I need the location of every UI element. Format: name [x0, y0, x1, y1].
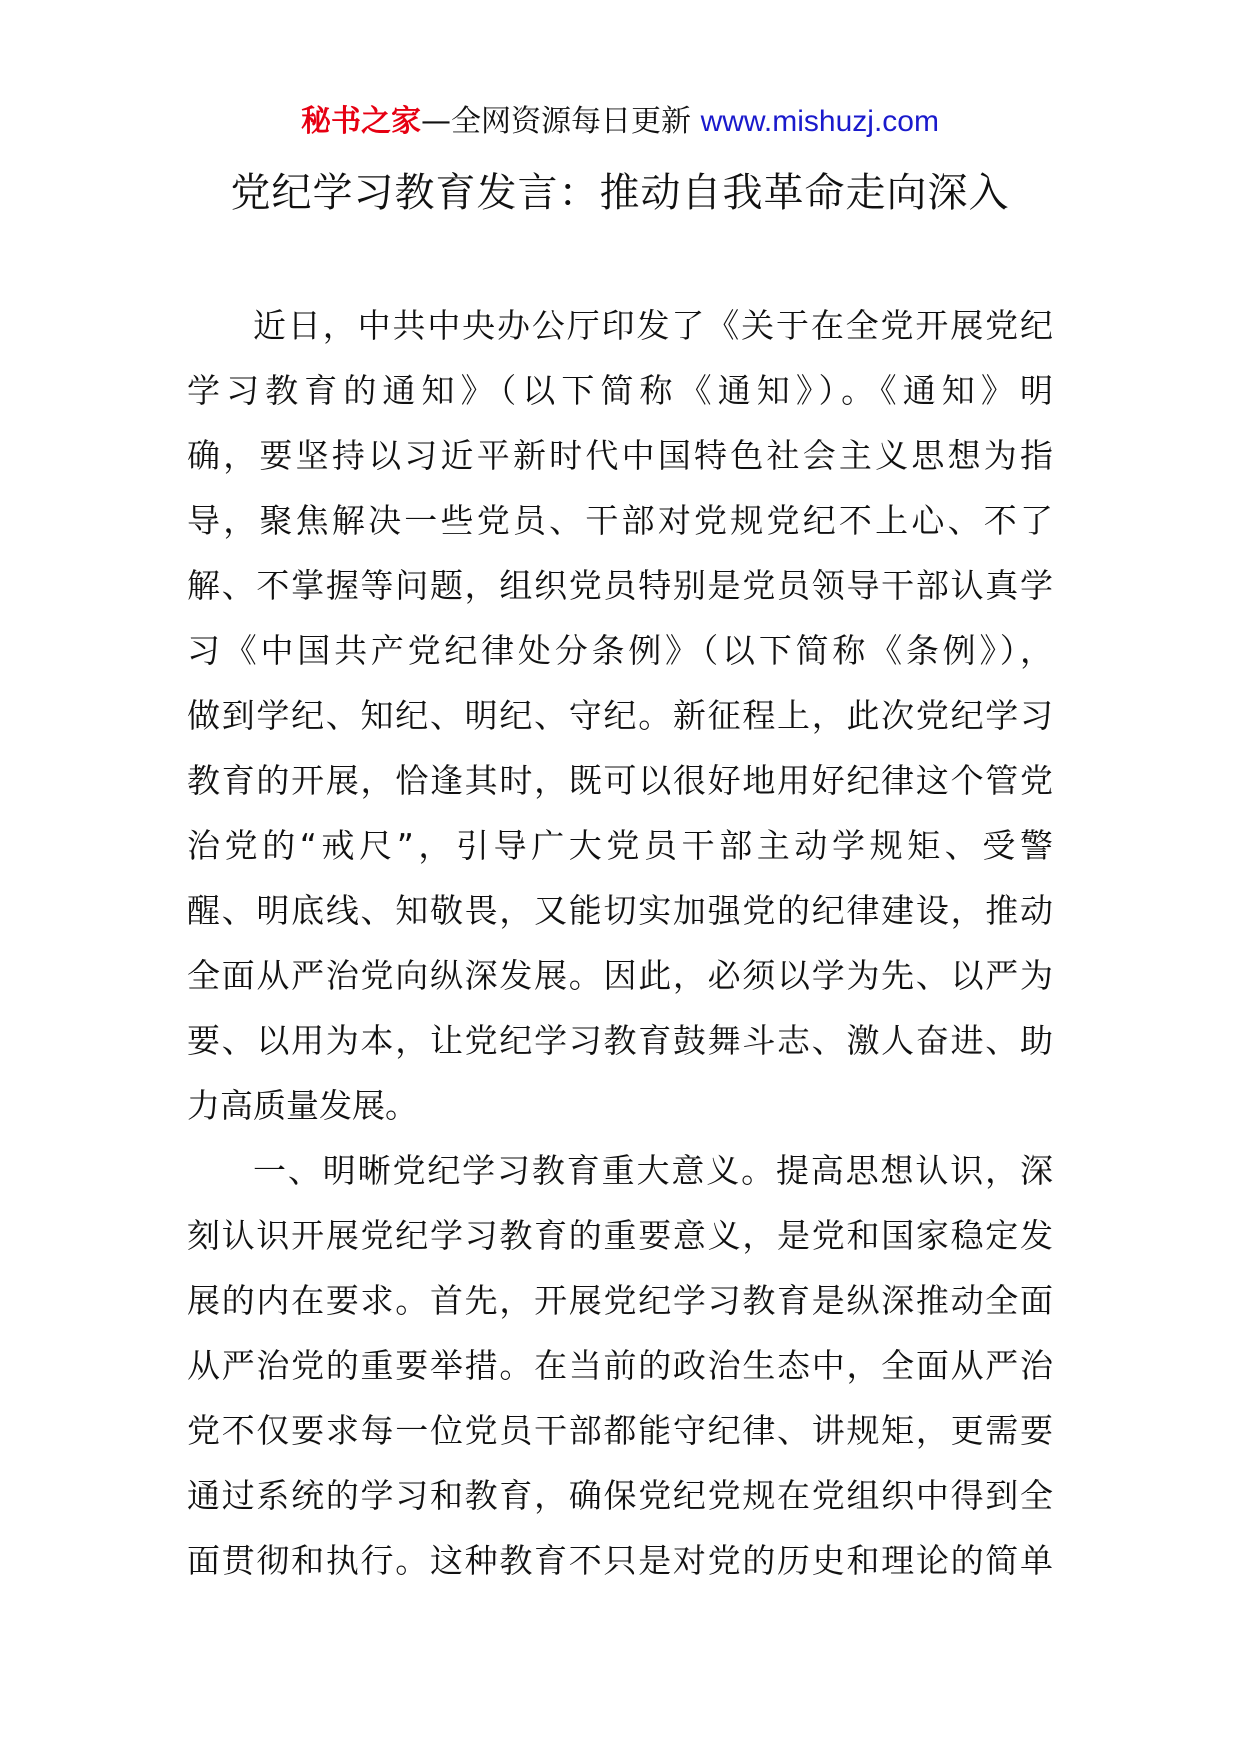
paragraph-line: 解、不掌握等问题，组织党员特别是党员领导干部认真学	[187, 566, 1053, 605]
paragraph-line: 刻认识开展党纪学习教育的重要意义，是党和国家稳定发	[187, 1216, 1053, 1255]
paragraph-line: 全面从严治党向纵深发展。因此，必须以学为先、以严为	[187, 956, 1053, 995]
paragraph-line: 教育的开展，恰逢其时，既可以很好地用好纪律这个管党	[187, 761, 1053, 800]
site-header	[0, 100, 1240, 144]
paragraph-line: 党不仅要求每一位党员干部都能守纪律、讲规矩，更需要	[187, 1411, 1053, 1450]
site-slogan: —全网资源每日更新	[421, 104, 692, 139]
paragraph-line: 醒、明底线、知敬畏，又能切实加强党的纪律建设，推动	[187, 891, 1053, 930]
paragraph-line: 习《中国共产党纪律处分条例》（以下简称《条例》），	[187, 631, 1053, 670]
paragraph-line: 从严治党的重要举措。在当前的政治生态中，全面从严治	[187, 1346, 1053, 1385]
paragraph-line: 近日，中共中央办公厅印发了《关于在全党开展党纪	[253, 306, 1053, 345]
paragraph-line: 确，要坚持以习近平新时代中国特色社会主义思想为指	[187, 436, 1053, 475]
document-body	[187, 293, 1053, 1593]
paragraph-line: 面贯彻和执行。这种教育不只是对党的历史和理论的简单	[187, 1541, 1053, 1580]
paragraph-line: 要、以用为本，让党纪学习教育鼓舞斗志、激人奋进、助	[187, 1021, 1053, 1060]
section-heading-line: 一、明晰党纪学习教育重大意义。提高思想认识，深	[253, 1151, 1053, 1190]
paragraph-line: 导，聚焦解决一些党员、干部对党规党纪不上心、不了	[187, 501, 1053, 540]
document-title: 党纪学习教育发言：推动自我革命走向深入	[230, 170, 1010, 216]
site-name: 秘书之家	[301, 104, 422, 139]
paragraph-line: 展的内在要求。首先，开展党纪学习教育是纵深推动全面	[187, 1281, 1053, 1320]
paragraph-line: 通过系统的学习和教育，确保党纪党规在党组织中得到全	[187, 1476, 1053, 1515]
paragraph-line: 力高质量发展。	[187, 1086, 418, 1125]
site-url-link[interactable]: www.mishuzj.com	[700, 105, 939, 138]
paragraph-line: 治党的“戒尺”，引导广大党员干部主动学规矩、受警	[187, 826, 1053, 865]
paragraph-line: 学习教育的通知》（以下简称《通知》）。《通知》明	[187, 371, 1053, 410]
paragraph-line: 做到学纪、知纪、明纪、守纪。新征程上，此次党纪学习	[187, 696, 1053, 735]
